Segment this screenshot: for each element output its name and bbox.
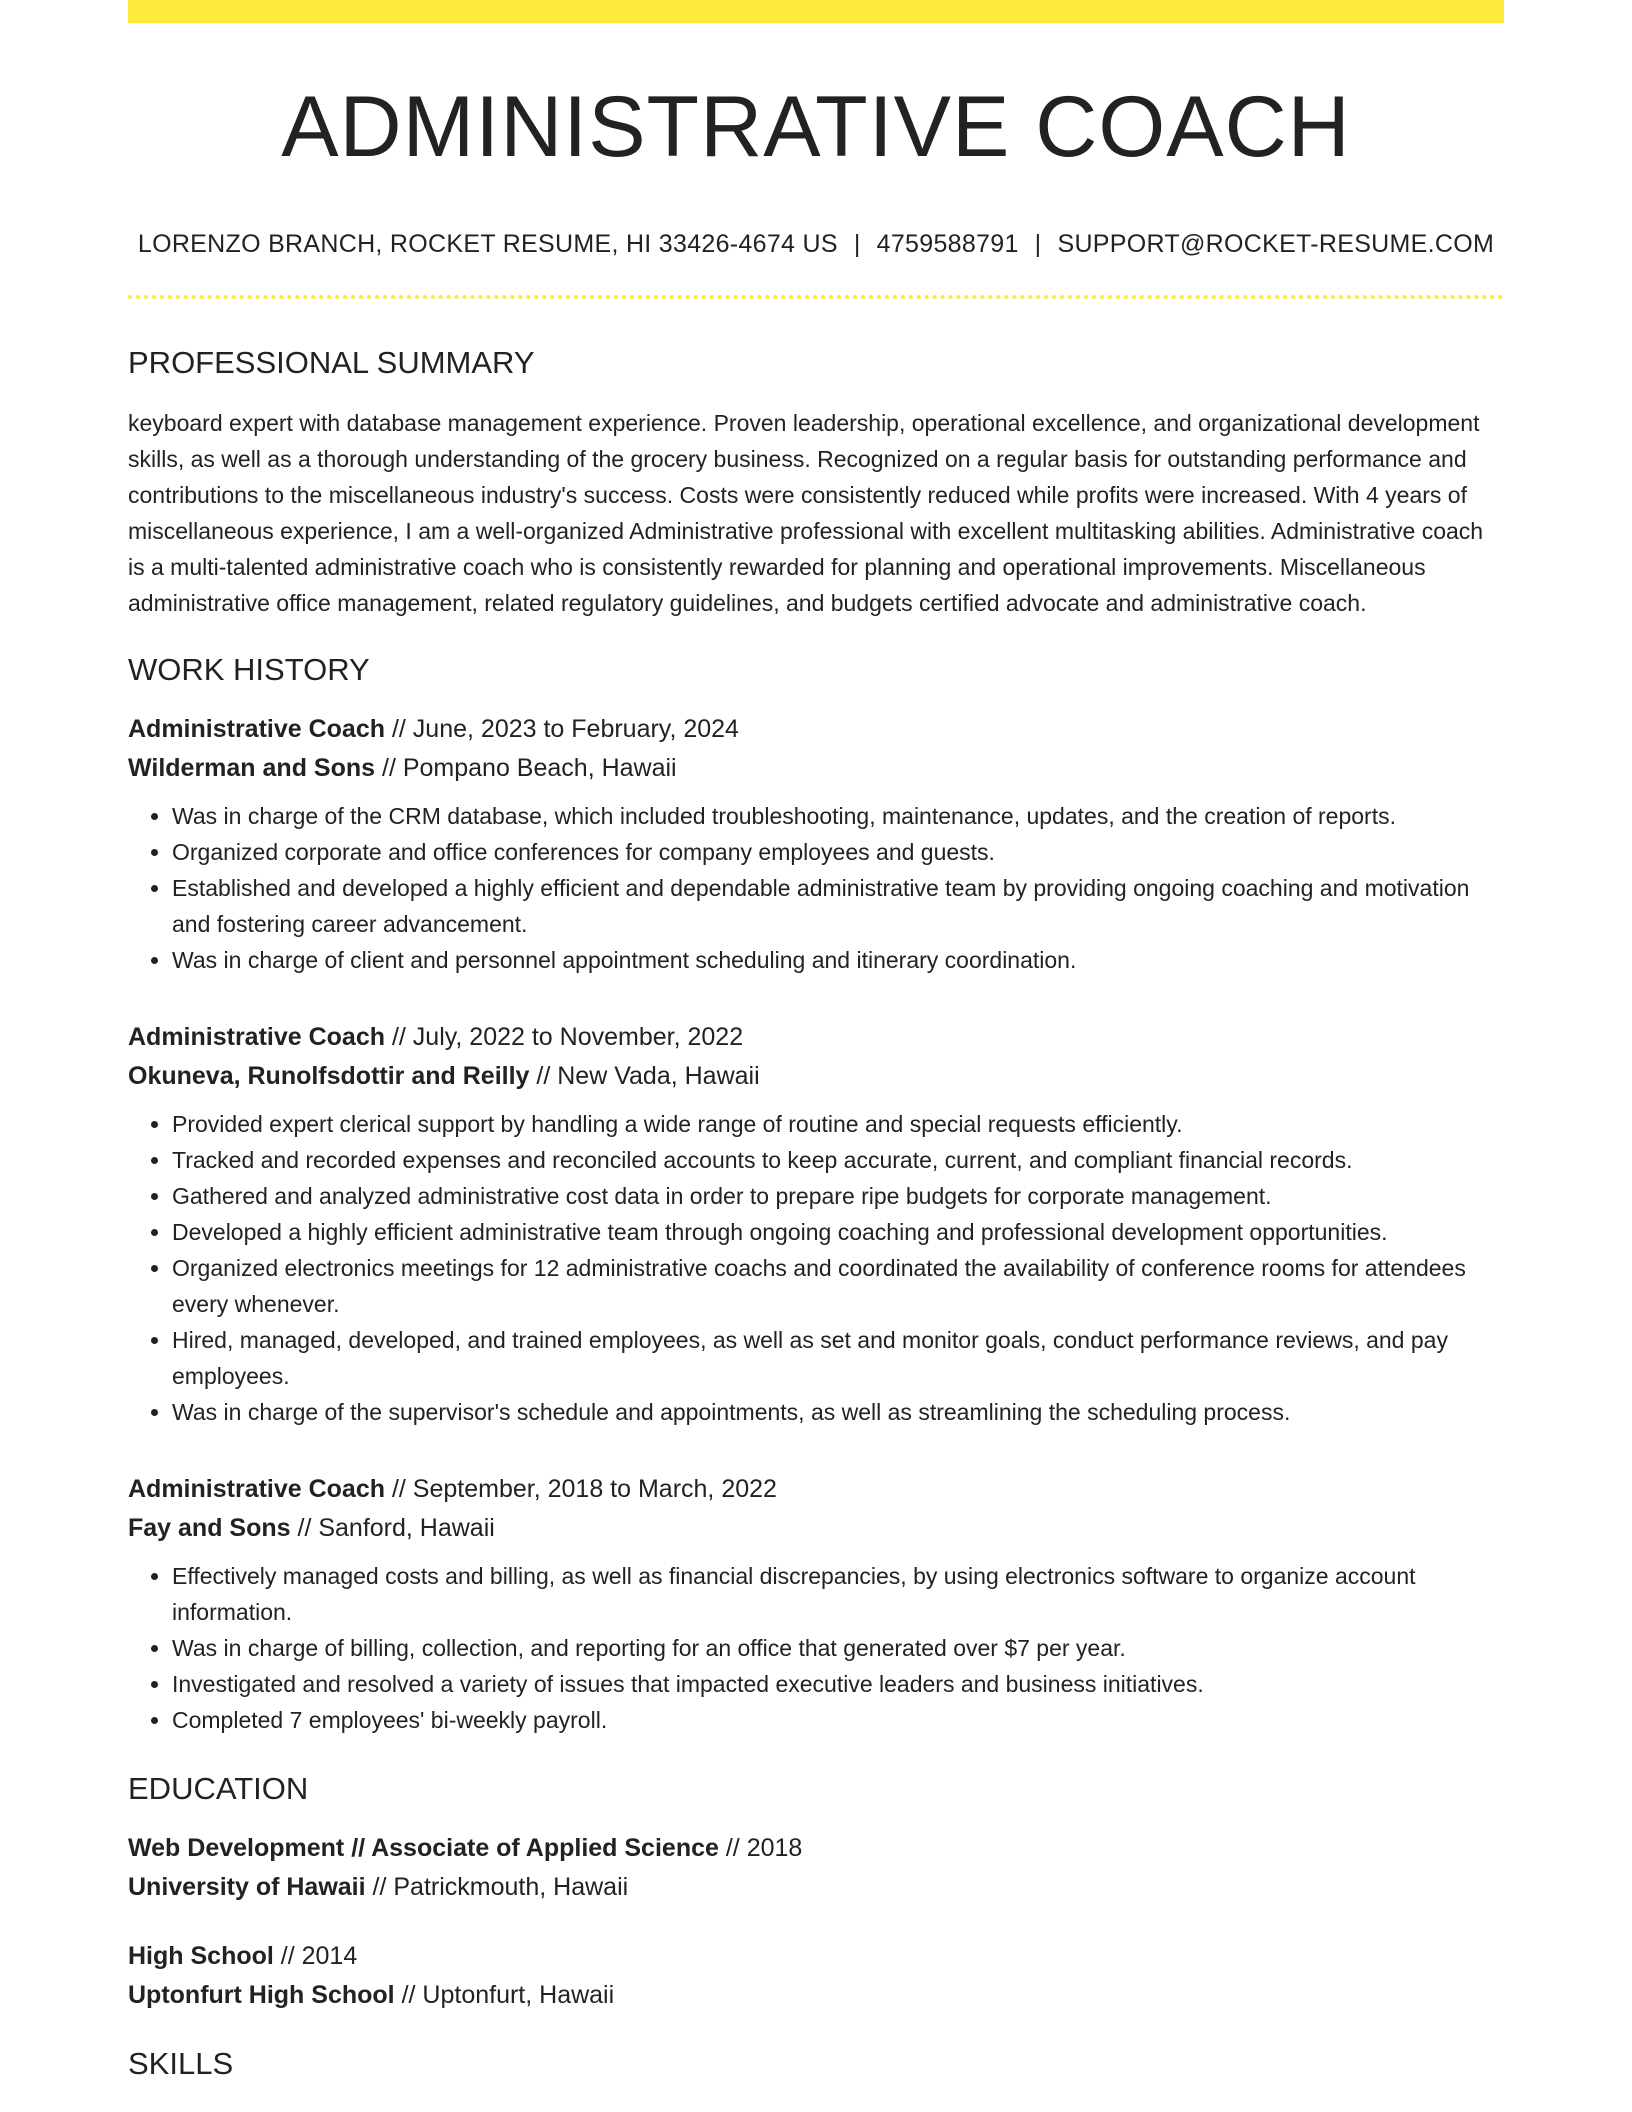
education-list	[128, 1829, 1504, 2015]
job-entry	[128, 1470, 1504, 1738]
job-title: Administrative Coach	[128, 1474, 386, 1503]
job-title: Administrative Coach	[128, 714, 386, 743]
resume-page	[128, 0, 1504, 2082]
education-location: // Uptonfurt, Hawaii	[401, 1981, 615, 2010]
education-school: University of Hawaii	[128, 1873, 366, 1902]
job-bullet: • Organized corporate and office conferences for company employees and guests.	[172, 834, 1504, 870]
accent-top-bar	[128, 0, 1504, 23]
job-dates: // July, 2022 to November, 2022	[391, 1022, 744, 1051]
education-year: // 2014	[280, 1942, 358, 1971]
job-company-line	[128, 1509, 1504, 1548]
job-bullet: • Completed 7 employees' bi-weekly payroll.	[172, 1702, 1504, 1738]
education-year: // 2018	[725, 1834, 803, 1863]
education-degree-line	[128, 1937, 1504, 1976]
summary-heading: PROFESSIONAL SUMMARY	[128, 344, 535, 380]
dotted-divider	[128, 295, 1504, 299]
job-bullet: • Was in charge of the supervisor's schedule and appointments, as well as streamlining the scheduling process.	[172, 1394, 1504, 1430]
work-history-heading: WORK HISTORY	[128, 651, 370, 687]
contact-address: LORENZO BRANCH, ROCKET RESUME, HI 33426-4674 US	[137, 229, 838, 258]
job-bullets	[128, 1106, 1504, 1430]
education-degree-line	[128, 1829, 1504, 1868]
education-location: // Patrickmouth, Hawaii	[372, 1873, 629, 1902]
job-bullet: • Provided expert clerical support by handling a wide range of routine and special requests efficiently.	[172, 1106, 1504, 1142]
job-company: Fay and Sons	[128, 1513, 291, 1542]
education-school: Uptonfurt High School	[128, 1981, 395, 2010]
job-title-line	[128, 710, 1504, 749]
job-location: // Sanford, Hawaii	[297, 1513, 495, 1542]
job-bullet: • Effectively managed costs and billing, as well as financial discrepancies, by using electronics software to organize account information.	[172, 1558, 1504, 1630]
contact-phone: 4759588791	[876, 229, 1019, 258]
education-degree: Web Development // Associate of Applied Science	[128, 1834, 719, 1863]
job-company: Wilderman and Sons	[128, 753, 376, 782]
job-company: Okuneva, Runolfsdottir and Reilly	[128, 1061, 530, 1090]
education-school-line	[128, 1868, 1504, 1907]
skills-heading: SKILLS	[128, 2046, 234, 2082]
job-bullet: • Organized electronics meetings for 12 administrative coachs and coordinated the availability of conference rooms for attendees every whenever.	[172, 1250, 1504, 1322]
job-company-line	[128, 749, 1504, 788]
job-bullet: • Gathered and analyzed administrative cost data in order to prepare ripe budgets for corporate management.	[172, 1178, 1504, 1214]
page-title: ADMINISTRATIVE COACH	[281, 79, 1351, 175]
job-bullet: • Was in charge of billing, collection, and reporting for an office that generated over $7 per year.	[172, 1630, 1504, 1666]
job-bullet: • Hired, managed, developed, and trained employees, as well as set and monitor goals, conduct performance reviews, and pay employees.	[172, 1322, 1504, 1394]
contact-separator: |	[853, 229, 861, 258]
education-degree: High School	[128, 1942, 274, 1971]
job-title: Administrative Coach	[128, 1022, 386, 1051]
job-bullet: • Investigated and resolved a variety of issues that impacted executive leaders and business initiatives.	[172, 1666, 1504, 1702]
job-bullet: • Tracked and recorded expenses and reconciled accounts to keep accurate, current, and compliant financial records.	[172, 1142, 1504, 1178]
job-bullet: • Was in charge of client and personnel appointment scheduling and itinerary coordination.	[172, 942, 1504, 978]
contact-line	[128, 230, 1504, 259]
job-dates: // June, 2023 to February, 2024	[391, 714, 739, 743]
contact-separator: |	[1034, 229, 1042, 258]
job-bullets	[128, 1558, 1504, 1738]
job-entry	[128, 1018, 1504, 1430]
job-location: // New Vada, Hawaii	[536, 1061, 760, 1090]
job-entry	[128, 710, 1504, 978]
job-location: // Pompano Beach, Hawaii	[382, 753, 677, 782]
education-school-line	[128, 1976, 1504, 2015]
job-bullet: • Established and developed a highly efficient and dependable administrative team by providing ongoing coaching and motivation and fostering career advancement.	[172, 870, 1504, 942]
job-bullet: • Developed a highly efficient administrative team through ongoing coaching and professional development opportunities.	[172, 1214, 1504, 1250]
job-title-line	[128, 1018, 1504, 1057]
work-history-list	[128, 710, 1504, 1738]
job-title-line	[128, 1470, 1504, 1509]
education-heading: EDUCATION	[128, 1770, 309, 1806]
job-bullet: • Was in charge of the CRM database, which included troubleshooting, maintenance, updates, and the creation of reports.	[172, 798, 1504, 834]
education-entry	[128, 1937, 1504, 2015]
education-entry	[128, 1829, 1504, 1907]
job-company-line	[128, 1057, 1504, 1096]
contact-email: SUPPORT@ROCKET-RESUME.COM	[1057, 229, 1495, 258]
summary-text: keyboard expert with database management experience. Proven leadership, operational excellence, and organizational development skills, as well as a thorough understanding of the grocery business. Recognized on a regular basis for outstanding performance and contributions to the miscellaneous industry's success. Costs were consistently reduced while profits were increased. With 4 years of miscellaneous experience, I am a well-organized Administrative professional with excellent multitasking abilities. Administrative coach is a multi-talented administrative coach who is consistently rewarded for planning and operational improvements. Miscellaneous administrative office management, related regulatory guidelines, and budgets certified advocate and administrative coach.	[128, 409, 1484, 616]
job-bullets	[128, 798, 1504, 978]
job-dates: // September, 2018 to March, 2022	[391, 1474, 777, 1503]
